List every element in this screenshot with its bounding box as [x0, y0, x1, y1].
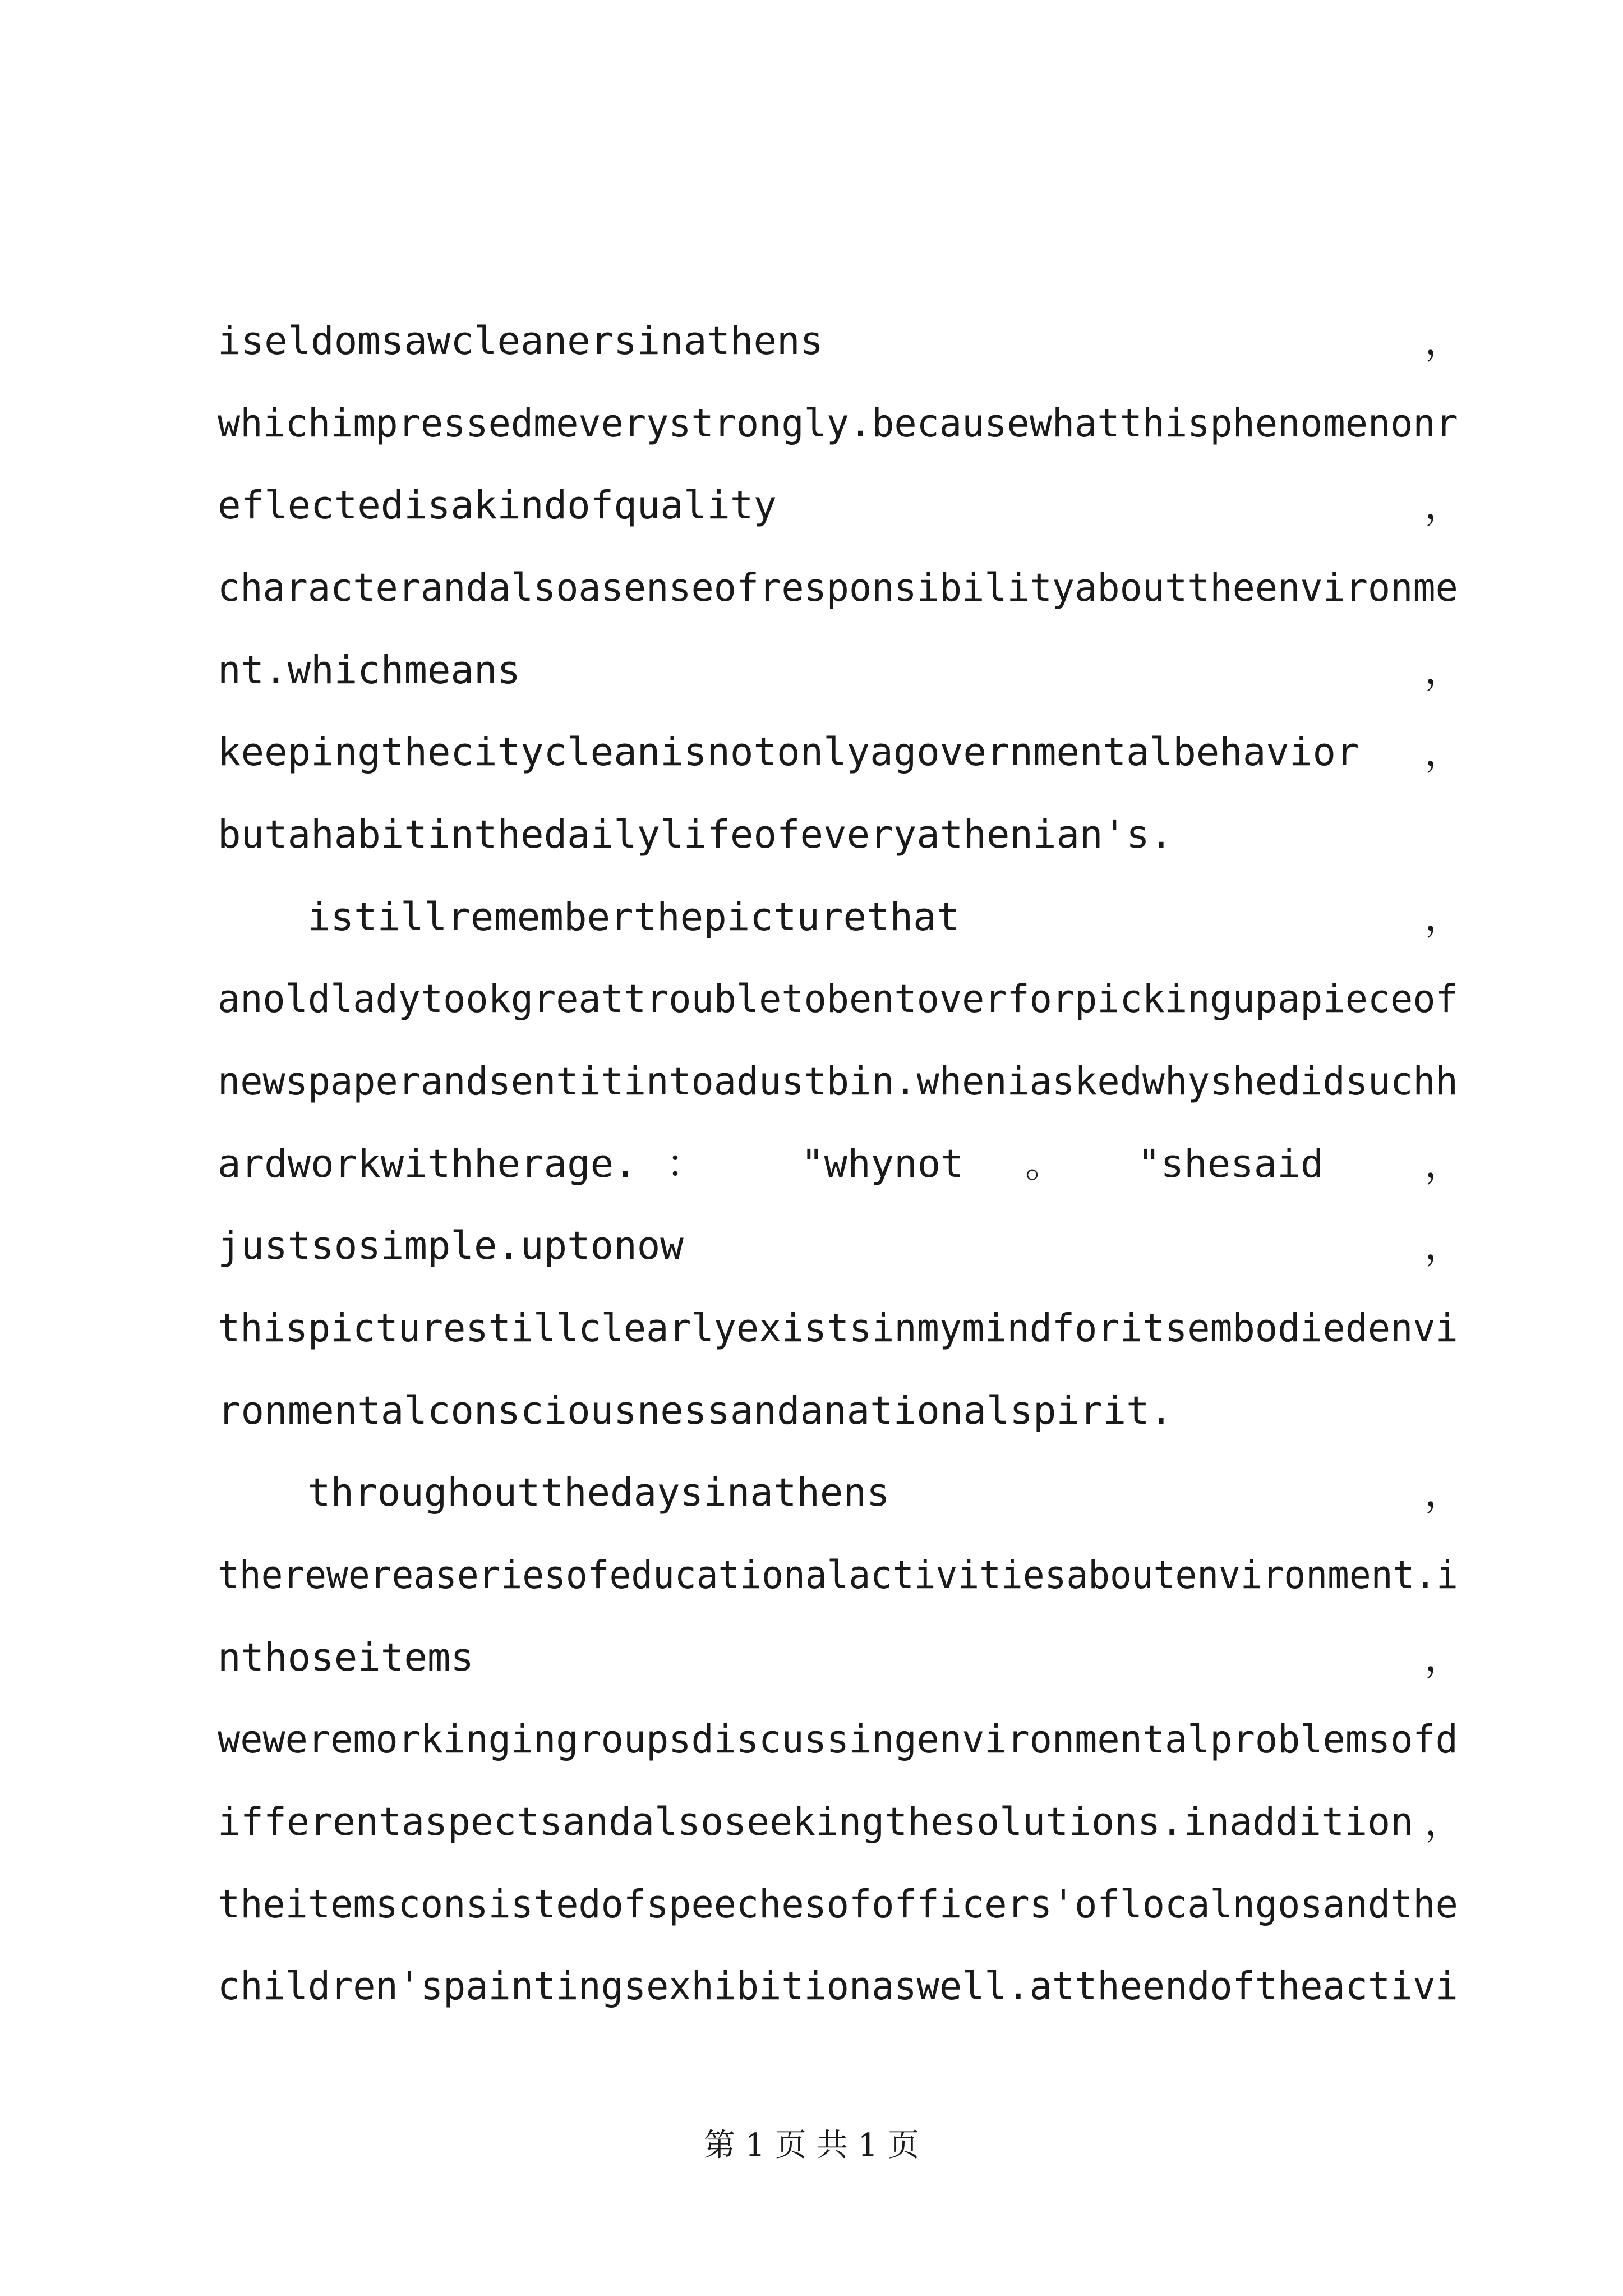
line-punctuation: ，: [1424, 1223, 1463, 1268]
line-punctuation: ，: [1424, 648, 1463, 693]
line-punctuation: ，: [1424, 1800, 1463, 1844]
paragraph-first-line: [218, 890, 1463, 944]
body-line: [218, 478, 1463, 532]
body-line: [218, 1878, 1458, 1931]
body-line: [218, 314, 1463, 368]
line-text: ifferentaspectsandalsoseekingthesolutions.inaddition: [218, 1800, 1414, 1844]
line-punctuation: ，: [1424, 730, 1463, 775]
body-line: [218, 1713, 1458, 1766]
line-text: whichimpressedmeverystrongly.becausewhatthisphenomenonr: [218, 401, 1458, 446]
line-text: justsosimple.uptonow: [218, 1223, 684, 1268]
line-text: therewereaseriesofeducationalactivitiesaboutenvironment.i: [218, 1553, 1458, 1598]
line-text: istillrememberthepicturethat: [307, 895, 960, 940]
line-segment: "whynot: [801, 1142, 964, 1186]
line-punctuation: ，: [1424, 895, 1463, 940]
page-number-footer: 第 1 页 共 1 页: [703, 2127, 920, 2164]
line-text: weweremorkingingroupsdiscussingenvironmentalproblemsofd: [218, 1717, 1458, 1762]
body-line: [218, 561, 1458, 615]
line-segment: ：: [666, 1142, 705, 1186]
line-text: characterandalsoasenseofresponsibilityabouttheenvironme: [218, 565, 1458, 610]
body-line: [218, 725, 1463, 779]
body-line: [218, 1548, 1458, 1602]
body-line: [218, 1219, 1463, 1273]
body-line: [218, 1631, 1463, 1685]
line-segment: ardworkwithherage.: [218, 1142, 637, 1186]
line-text: keepingthecitycleanisnotonlyagovernmentalbehavior: [218, 730, 1359, 775]
line-punctuation: ，: [1424, 483, 1463, 528]
line-text: children'spaintingsexhibitionaswell.attheendoftheactivi: [218, 1964, 1458, 2009]
line-segment: ，: [1424, 1142, 1463, 1186]
body-line: [218, 808, 1458, 862]
line-segment: 。: [1025, 1142, 1064, 1186]
line-text: butahabitinthedailylifeofeveryathenian's.: [218, 812, 1173, 857]
body-line: [218, 972, 1458, 1026]
line-text: theitemsconsistedofspeechesofofficers'oflocalngosandthe: [218, 1882, 1458, 1927]
body-line: [218, 1384, 1458, 1438]
line-text: thispicturestillclearlyexistsinmymindforitsembodiedenvi: [218, 1306, 1458, 1351]
body-line: [218, 397, 1458, 450]
line-text: eflectedisakindofquality: [218, 483, 777, 528]
line-punctuation: ，: [1424, 1635, 1463, 1680]
body-line: [218, 1795, 1463, 1849]
line-text: nt.whichmeans: [218, 648, 521, 693]
line-punctuation: ，: [1424, 1470, 1463, 1515]
line-text: iseldomsawcleanersinathens: [218, 319, 824, 364]
line-punctuation: ，: [1424, 319, 1463, 364]
line-text: anoldladytookgreattroubletobentoverforpickingupapieceof: [218, 977, 1458, 1022]
body-line: [218, 1055, 1458, 1108]
body-line: [218, 1137, 1463, 1191]
body-line: [218, 1301, 1458, 1355]
line-segment: "shesaid: [1137, 1142, 1324, 1186]
line-text: nthoseitems: [218, 1635, 474, 1680]
body-line: [218, 643, 1463, 697]
paragraph-first-line: [218, 1466, 1463, 1520]
line-text: throughoutthedaysinathens: [307, 1470, 890, 1515]
line-text: newspaperandsentitintoadustbin.wheniaskedwhyshedidsuchh: [218, 1059, 1458, 1104]
line-text: ronmentalconsciousnessandanationalspirit.: [218, 1388, 1173, 1433]
body-line: [218, 1959, 1458, 2013]
